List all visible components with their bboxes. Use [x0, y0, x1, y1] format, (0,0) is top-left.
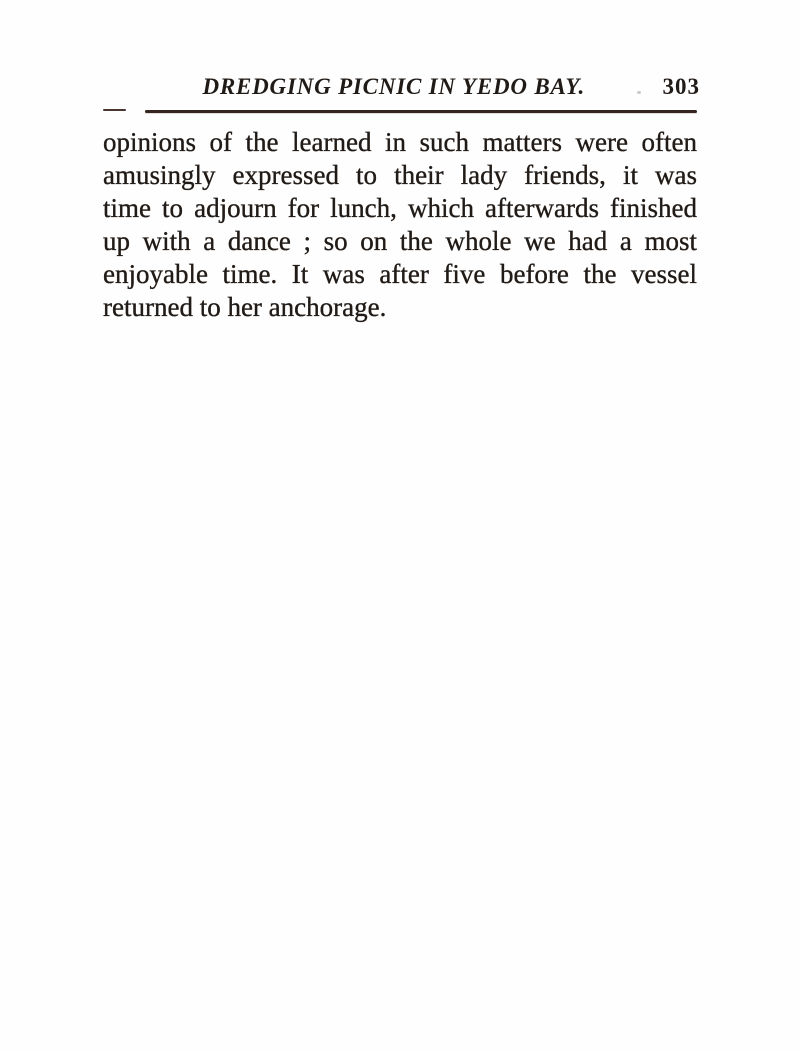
header-rule-dash [103, 109, 126, 111]
paragraph-line: time to adjourn for lunch, which afterwards finished [103, 193, 697, 223]
paragraph-line: opinions of the learned in such matters were often [103, 127, 697, 157]
page-number: 303 [662, 74, 700, 99]
running-head-title: DREDGING PICNIC IN YEDO BAY. [202, 74, 586, 99]
paragraph-line: returned to her anchorage. [103, 292, 387, 322]
paragraph-line: amusingly expressed to their lady friends, it was [103, 160, 697, 190]
paragraph-line: up with a dance ; so on the whole we had a most [103, 226, 697, 256]
scan-speck-artifact [637, 91, 641, 94]
header-rule-line [145, 110, 697, 113]
running-head [103, 74, 700, 100]
paragraph [103, 126, 697, 324]
paragraph-line: enjoyable time. It was after five before the vessel [103, 259, 697, 289]
